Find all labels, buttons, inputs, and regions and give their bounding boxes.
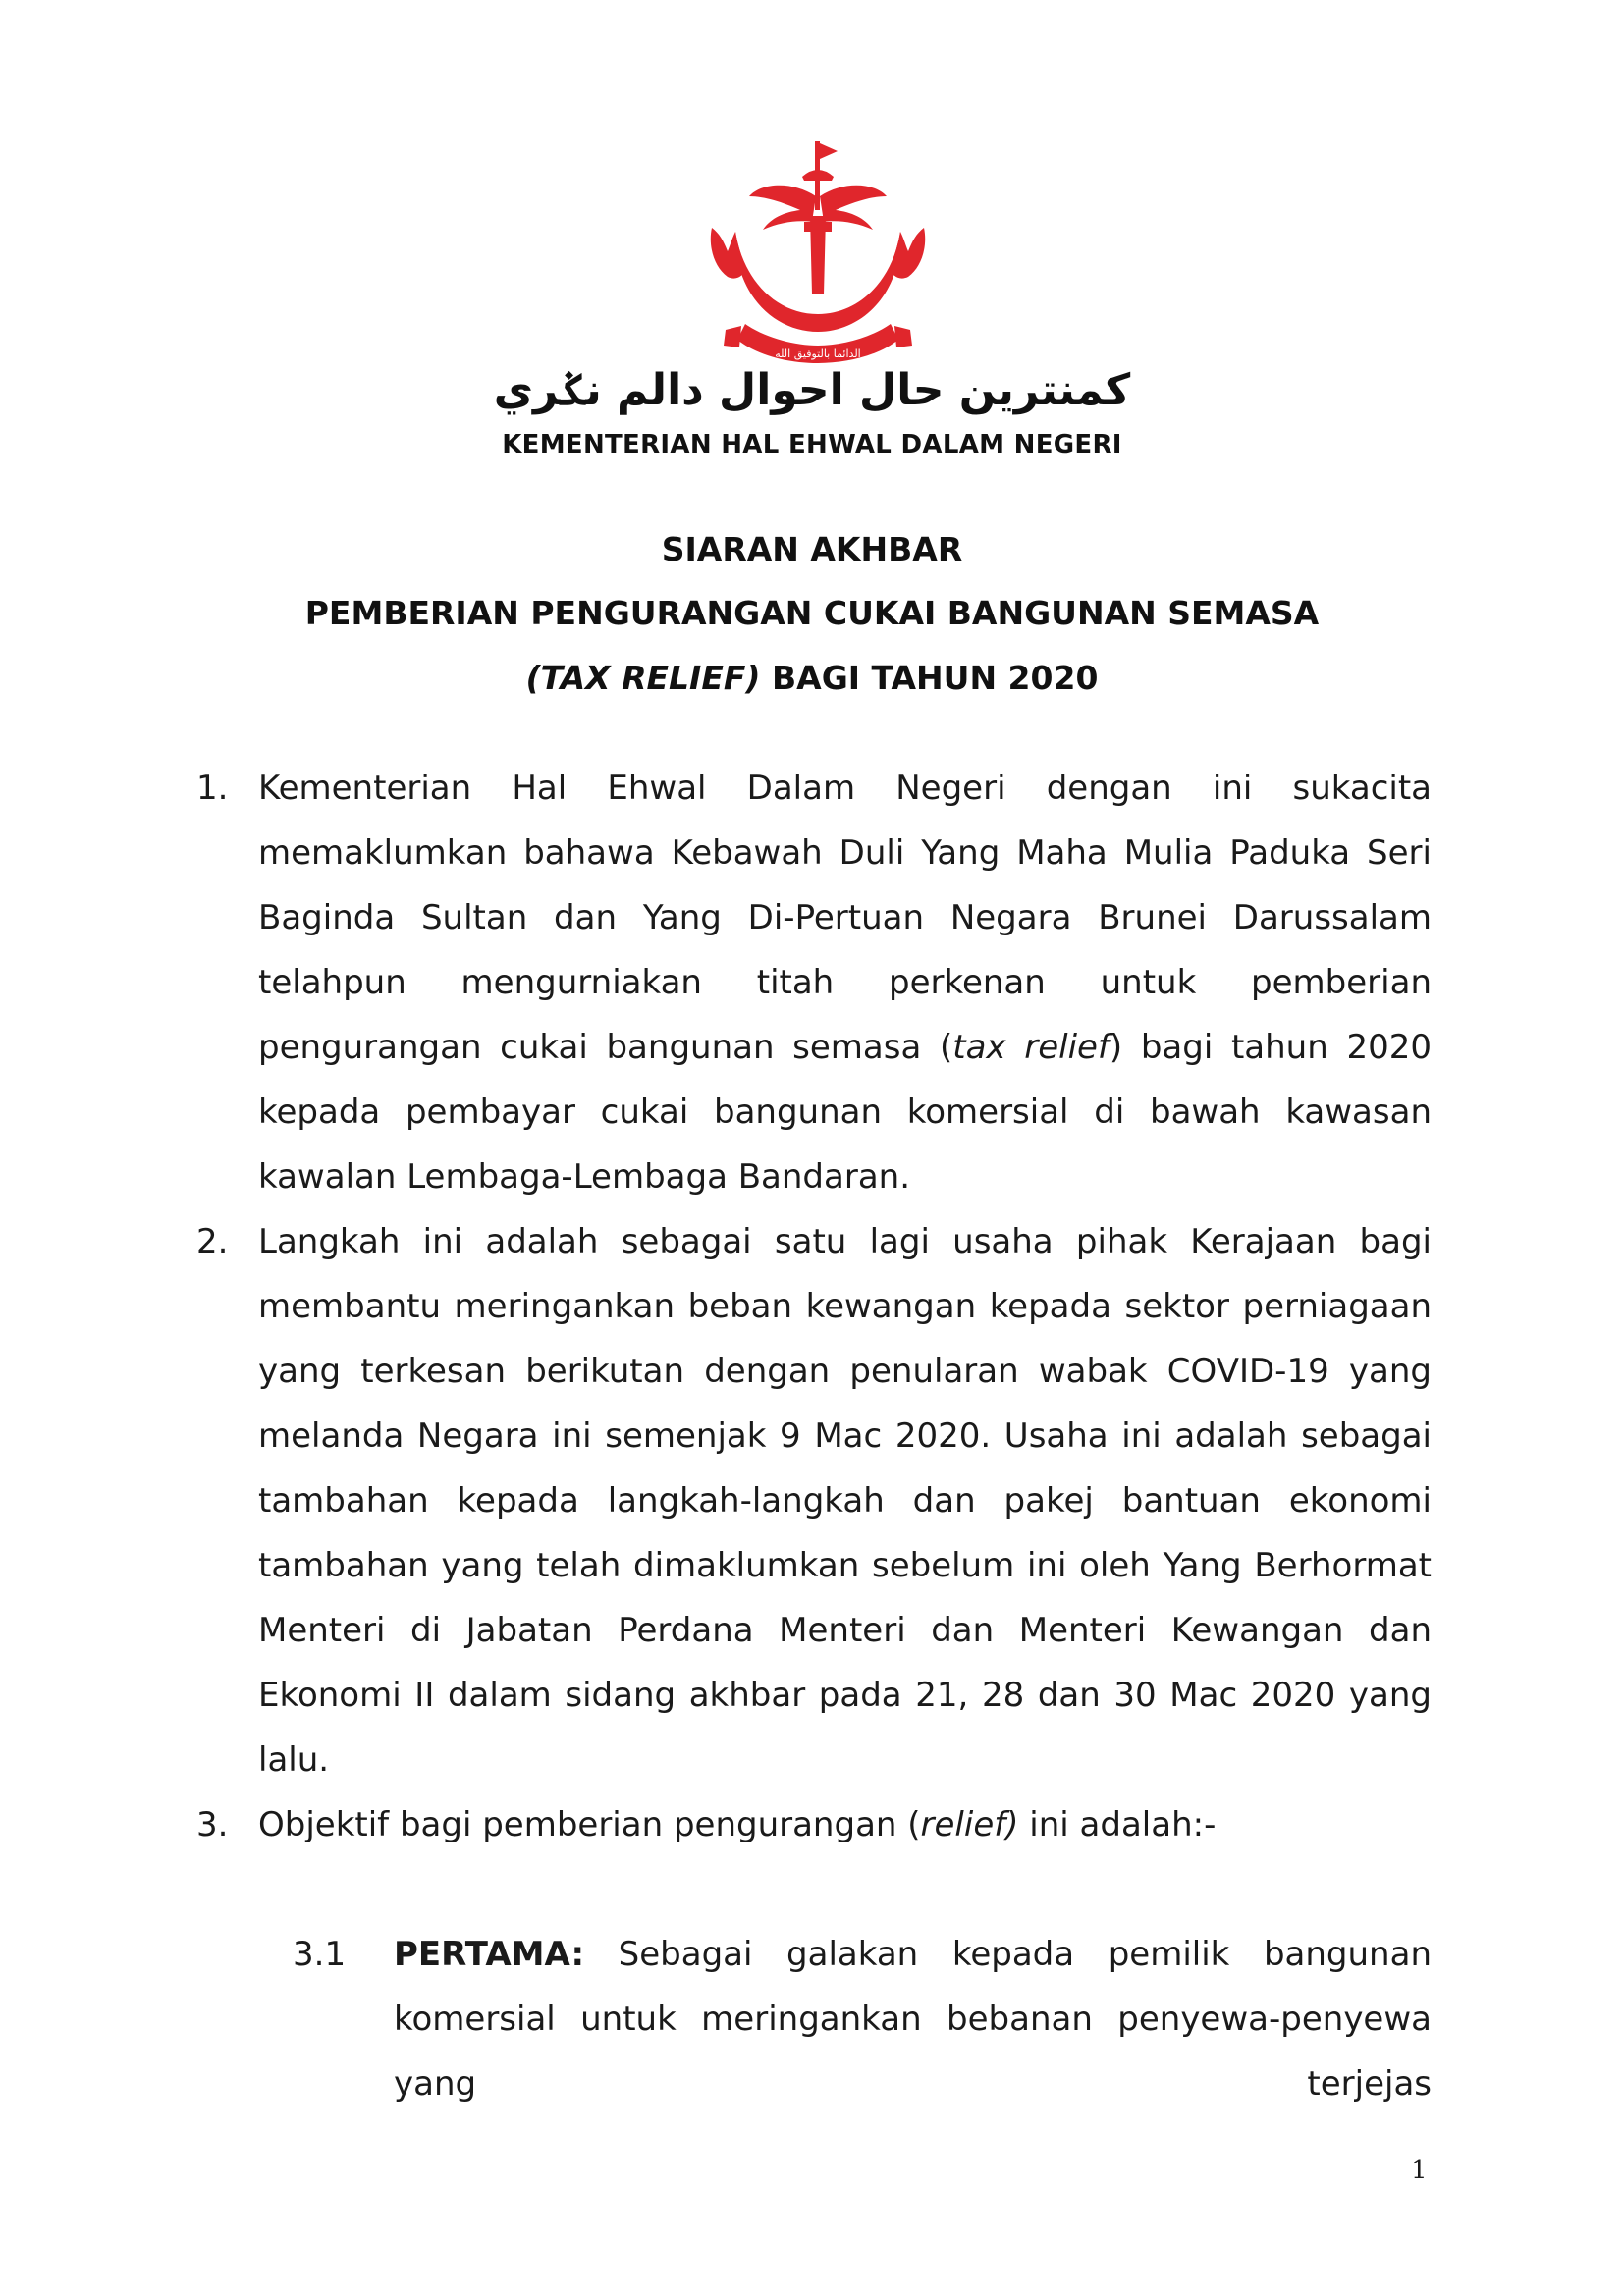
bold-lead-word: PERTAMA: [394,1935,585,1974]
document-title-line-2 [0,659,1624,697]
ministry-name: KEMENTERIAN HAL EHWAL DALAM NEGERI [502,430,1122,459]
press-release-heading: SIARAN AKHBAR [661,530,963,568]
paragraph-text-part: ini adalah:- [1018,1805,1217,1844]
paragraph-text-part: Objektif bagi pemberian pengurangan ( [258,1805,921,1844]
document-title-line-1: PEMBERIAN PENGURANGAN CUKAI BANGUNAN SEMASA [304,594,1320,632]
paragraph-text: Langkah ini adalah sebagai satu lagi usaha pihak Kerajaan bagi membantu meringankan beban kewangan kepada sektor perniagaan yang terkesan berikutan dengan penularan wabak COVID-19 yang melanda Negara ini semenjak 9 Mac 2020. Usaha ini adalah sebagai tambahan kepada langkah-langkah dan pakej bantuan ekonomi tambahan yang telah dimaklumkan sebelum ini oleh Yang Berhormat Menteri di Jabatan Perdana Menteri dan Menteri Kewangan dan Ekonomi II dalam sidang akhbar pada 21, 28 dan 30 Mac 2020 yang lalu. [258,1222,1432,1780]
paragraph-number: 1. [196,769,229,808]
paragraph-text-part: Kementerian Hal Ehwal Dalam Negeri dengan ini sukacita memaklumkan bahawa Kebawah Duli Yang Maha Mulia Paduka Seri Baginda Sultan dan Yang Di-Pertuan Negara Brunei Darussalam telahpun mengurniakan titah perkenan untuk pemberian pengurangan cukai bangunan semasa ( [258,769,1432,1067]
paragraph-text-part: ) bagi tahun 2020 kepada pembayar cukai bangunan komersial di bawah kawasan kawalan Lembaga-Lembaga Bandaran. [258,1028,1432,1197]
paragraph-text [258,756,1432,1209]
subparagraph-number: 3.1 [293,1935,347,1974]
ministry-name-jawi: كمنترين حال احوال دالم نݢري [493,365,1131,415]
crest-motto-text: الدائما بالتوفيق الله [775,347,861,360]
subparagraph-text-part: Sebagai galakan kepada pemilik bangunan komersial untuk meringankan bebanan penyewa-penyewa yang terjejas [394,1935,1432,2104]
italic-term: relief) [920,1805,1019,1844]
title-year-text: BAGI TAHUN 2020 [760,659,1099,697]
national-crest-logo [706,137,930,365]
paragraph-number: 2. [196,1222,229,1261]
page-number: 1 [1411,2156,1428,2185]
paragraph-number: 3. [196,1805,229,1844]
tax-relief-italic: (TAX RELIEF) [525,659,761,697]
italic-term: tax relief [952,1028,1110,1067]
subparagraph-text [394,1922,1432,2116]
paragraph-text [258,1792,1432,1857]
